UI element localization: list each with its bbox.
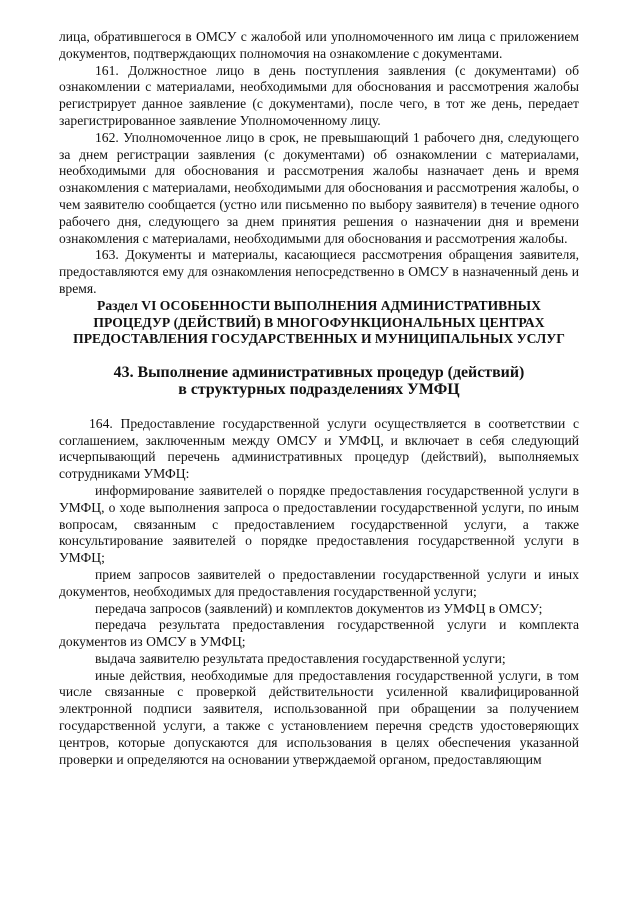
list-item-reception: прием запросов заявителей о предоставлении государственной услуги и иных документов, необходимых для предоставления государственной услуги; [59, 566, 579, 599]
section-heading-line-3: ПРЕДОСТАВЛЕНИЯ ГОСУДАРСТВЕННЫХ И МУНИЦИПАЛЬНЫХ УСЛУГ [73, 331, 565, 347]
section-heading-line-1: Раздел VI ОСОБЕННОСТИ ВЫПОЛНЕНИЯ АДМИНИСТРАТИВНЫХ [97, 297, 541, 313]
paragraph-163: 163. Документы и материалы, касающиеся рассмотрения обращения заявителя, предоставляются ему для ознакомления непосредственно в ОМСУ в назначенный день и время. [59, 247, 579, 296]
list-item-informing: информирование заявителей о порядке предоставления государственной услуги в УМФЦ, о ходе выполнения запроса о предоставлении государственной услуги, по иным вопросам, связанным с предоставлением государственной услуги, а также консультирование заявителей о порядке предоставления государственной услуги в УМФЦ; [59, 482, 579, 566]
section-heading-line-2: ПРОЦЕДУР (ДЕЙСТВИЙ) В МНОГОФУНКЦИОНАЛЬНЫХ ЦЕНТРАХ [93, 314, 545, 330]
list-item-transfer-result: передача результата предоставления государственной услуги и комплекта документов из ОМСУ в УМФЦ; [59, 617, 579, 650]
list-item-issue-result: выдача заявителю результата предоставления государственной услуги; [95, 650, 506, 666]
subsection-heading-line-1: 43. Выполнение административных процедур (действий) [113, 364, 525, 382]
subsection-heading [59, 365, 579, 399]
paragraph-161: 161. Должностное лицо в день поступления заявления (с документами) об ознакомлении с материалами, необходимыми для обоснования и рассмотрения жалобы регистрирует данное заявление (с документами), после чего, в тот же день, передает зарегистрированное заявление Уполномоченному лицу. [59, 62, 579, 128]
paragraph-162: 162. Уполномоченное лицо в срок, не превышающий 1 рабочего дня, следующего за днем регистрации заявления (с документами) об ознакомлении с материалами, необходимыми для обоснования и рассмотрения жалобы назначает день и время ознакомления с материалами, необходимыми для обоснования и рассмотрения жалобы, о чем заявителю сообщается (устно или письменно по выбору заявителя) в течение одного рабочего дня, следующего за днем принятия решения о назначении дня и времени ознакомления с материалами, необходимыми для обоснования и рассмотрения жалобы. [59, 129, 579, 246]
paragraph-continuation: лица, обратившегося в ОМСУ с жалобой или уполномоченного им лица с приложением документов, подтверждающих полномочия на ознакомление с документами. [59, 29, 579, 61]
document-page [59, 29, 579, 768]
list-item-other-actions: иные действия, необходимые для предоставления государственной услуги, в том числе связанные с проверкой действительности усиленной квалифицированной электронной подписи заявителя, использованной при обращении за получением государственной услуги, а также с установлением перечня средств удостоверяющих центров, которые допускаются для использования в целях обеспечения указанной проверки и определяются на основании утверждаемой органом, предоставляющим [59, 667, 579, 767]
subsection-heading-line-2: в структурных подразделениях УМФЦ [178, 380, 460, 398]
paragraph-164: 164. Предоставление государственной услуги осуществляется в соответствии с соглашением, заключенным между ОМСУ и УМФЦ, и включает в себя следующий исчерпывающий перечень административных процедур (действий), выполняемых сотрудниками УМФЦ: [59, 415, 579, 482]
section-heading [59, 298, 579, 348]
list-item-transfer-requests: передача запросов (заявлений) и комплектов документов из УМФЦ в ОМСУ; [95, 600, 543, 616]
